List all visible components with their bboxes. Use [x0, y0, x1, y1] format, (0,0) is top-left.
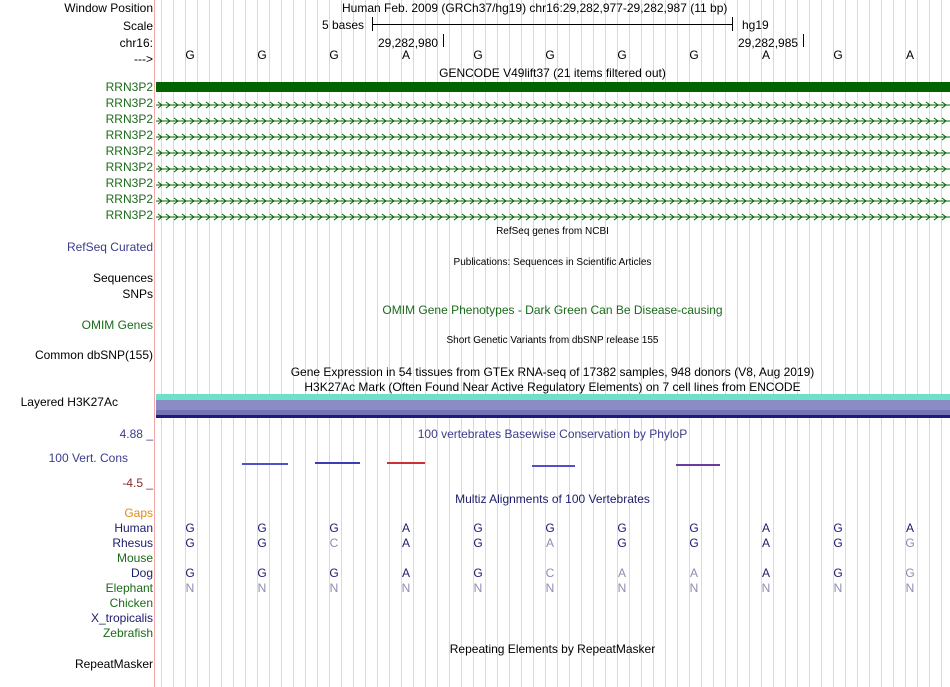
alignment-base: G: [185, 566, 195, 580]
alignment-base: G: [833, 566, 843, 580]
alignment-base: N: [329, 581, 339, 595]
species-label-rhesus[interactable]: Rhesus: [112, 536, 153, 550]
alignment-base: N: [545, 581, 555, 595]
h3k27ac-layer-bottom: [156, 415, 950, 418]
h3k27ac-title: H3K27Ac Mark (Often Found Near Active Regulatory Elements) on 7 cell lines from ENCODE: [304, 380, 801, 394]
omim-title: OMIM Gene Phenotypes - Dark Green Can Be Disease-causing: [382, 303, 723, 317]
alignment-base: G: [617, 536, 627, 550]
species-label-x_tropicalis[interactable]: X_tropicalis: [90, 611, 153, 625]
ruler-base: G: [185, 48, 195, 62]
phylop-min-label: -4.5 _: [122, 476, 153, 490]
window-position-label: Window Position: [64, 1, 153, 15]
cons-bar-4: [532, 465, 575, 467]
alignment-base: N: [257, 581, 267, 595]
gencode-transcript[interactable]: [156, 163, 950, 173]
gencode-transcript-label[interactable]: RRN3P2: [105, 160, 153, 174]
alignment-base: G: [257, 566, 267, 580]
layered-h3k27ac-label[interactable]: Layered H3K27Ac: [20, 395, 118, 409]
publications-title: Publications: Sequences in Scientific Articles: [453, 257, 652, 268]
alignment-base: A: [761, 521, 770, 535]
scale-bases-text: 5 bases: [322, 18, 365, 32]
alignment-base: A: [401, 566, 410, 580]
h3k27ac-layer-mid: [156, 400, 950, 410]
alignment-base: G: [905, 566, 915, 580]
alignment-base: G: [905, 536, 915, 550]
gencode-gene-bar[interactable]: [156, 82, 950, 92]
gencode-transcript[interactable]: [156, 99, 950, 109]
repeatmasker-title: Repeating Elements by RepeatMasker: [449, 642, 656, 656]
h3k27ac-signal[interactable]: [156, 394, 950, 424]
ruler-position-2: 29,282,985: [738, 36, 799, 50]
alignment-base: N: [689, 581, 699, 595]
alignment-base: G: [185, 536, 195, 550]
alignment-base: G: [185, 521, 195, 535]
alignment-base: G: [473, 536, 483, 550]
alignment-base: G: [473, 566, 483, 580]
species-label-human[interactable]: Human: [114, 521, 153, 535]
alignment-base: A: [761, 566, 770, 580]
species-label-chicken[interactable]: Chicken: [109, 596, 153, 610]
gencode-transcript-label[interactable]: RRN3P2: [105, 176, 153, 190]
gencode-transcript[interactable]: [156, 131, 950, 141]
alignment-base: A: [401, 536, 410, 550]
alignment-base: G: [329, 566, 339, 580]
alignment-base: N: [905, 581, 915, 595]
ruler-base: G: [545, 48, 555, 62]
gencode-transcript-label[interactable]: RRN3P2: [105, 112, 153, 126]
common-dbsnp-label[interactable]: Common dbSNP(155): [34, 348, 153, 362]
alignment-base: G: [833, 521, 843, 535]
gencode-transcript-label[interactable]: RRN3P2: [105, 208, 153, 222]
ruler-base: G: [833, 48, 843, 62]
gencode-transcript-label[interactable]: RRN3P2: [105, 192, 153, 206]
alignment-base: N: [473, 581, 483, 595]
alignment-base: N: [185, 581, 195, 595]
ruler-base: G: [329, 48, 339, 62]
snps-label[interactable]: SNPs: [122, 287, 153, 301]
alignment-base: C: [329, 536, 339, 550]
multiz-title: Multiz Alignments of 100 Vertebrates: [455, 492, 650, 506]
species-label-elephant[interactable]: Elephant: [105, 581, 153, 595]
ruler-tick-1: [443, 34, 444, 47]
species-label-zebrafish[interactable]: Zebrafish: [102, 626, 153, 640]
gencode-transcript-label[interactable]: RRN3P2: [105, 128, 153, 142]
alignment-base: G: [329, 521, 339, 535]
alignment-base: G: [473, 521, 483, 535]
alignment-base: A: [401, 521, 410, 535]
alignment-base: G: [257, 536, 267, 550]
gencode-transcript[interactable]: [156, 147, 950, 157]
scale-db-text: hg19: [742, 18, 769, 32]
alignment-base: A: [689, 566, 698, 580]
cons-bar-3: [387, 462, 425, 464]
alignment-base: G: [833, 536, 843, 550]
scale-label: Scale: [122, 19, 153, 33]
gencode-transcript[interactable]: [156, 115, 950, 125]
gencode-label[interactable]: RRN3P2: [105, 80, 153, 94]
species-label-mouse[interactable]: Mouse: [116, 551, 153, 565]
dbsnp-title: Short Genetic Variants from dbSNP release 155: [446, 335, 659, 346]
ruler-base: A: [401, 48, 410, 62]
alignment-base: N: [761, 581, 771, 595]
gencode-title: GENCODE V49lift37 (21 items filtered out): [439, 66, 666, 80]
refseq-curated-label[interactable]: RefSeq Curated: [66, 240, 153, 254]
alignment-base: G: [257, 521, 267, 535]
sequences-label[interactable]: Sequences: [92, 271, 153, 285]
gtex-title: Gene Expression in 54 tissues from GTEx RNA-seq of 17382 samples, 948 donors (V8, Aug 2019): [290, 365, 815, 379]
alignment-base: C: [545, 566, 555, 580]
alignment-base: A: [545, 536, 554, 550]
gencode-transcript-label[interactable]: RRN3P2: [105, 96, 153, 110]
cons-bar-2: [315, 462, 360, 464]
ruler-base: G: [689, 48, 699, 62]
assembly-position-text: Human Feb. 2009 (GRCh37/hg19) chr16:29,282,977-29,282,987 (11 bp): [342, 1, 728, 15]
alignment-base: G: [617, 521, 627, 535]
alignment-base: G: [689, 536, 699, 550]
cons-bar-5: [676, 464, 720, 466]
chrom-label: chr16:: [119, 36, 153, 50]
refseq-title: RefSeq genes from NCBI: [496, 226, 609, 237]
phylop-max-label: 4.88 _: [119, 427, 153, 441]
phylop-track-label[interactable]: 100 Vert. Cons: [48, 451, 128, 465]
gencode-transcript-label[interactable]: RRN3P2: [105, 144, 153, 158]
alignment-base: G: [689, 521, 699, 535]
gencode-transcript[interactable]: [156, 211, 950, 221]
gencode-transcript[interactable]: [156, 179, 950, 189]
ruler-base: G: [617, 48, 627, 62]
ruler-base: G: [257, 48, 267, 62]
alignment-base: N: [833, 581, 843, 595]
ruler-position-1: 29,282,980: [378, 36, 439, 50]
scale-bar: [372, 24, 733, 25]
alignment-base: N: [401, 581, 411, 595]
phylop-title: 100 vertebrates Basewise Conservation by PhyloP: [417, 427, 688, 441]
ruler-tick-2: [803, 34, 804, 47]
alignment-base: A: [905, 521, 914, 535]
alignment-base: A: [617, 566, 626, 580]
alignment-base: N: [617, 581, 627, 595]
phylop-cons-plot[interactable]: [156, 455, 950, 475]
ruler-base: G: [473, 48, 483, 62]
omim-genes-label[interactable]: OMIM Genes: [81, 318, 153, 332]
gencode-transcript[interactable]: [156, 195, 950, 205]
ruler-base: A: [761, 48, 770, 62]
gaps-label: Gaps: [124, 506, 153, 520]
repeatmasker-label[interactable]: RepeatMasker: [74, 657, 153, 671]
species-label-dog[interactable]: Dog: [130, 566, 153, 580]
cons-bar-1: [242, 463, 288, 465]
alignment-base: G: [545, 521, 555, 535]
alignment-base: A: [761, 536, 770, 550]
strand-label: --->: [134, 52, 153, 66]
ruler-base: A: [905, 48, 914, 62]
